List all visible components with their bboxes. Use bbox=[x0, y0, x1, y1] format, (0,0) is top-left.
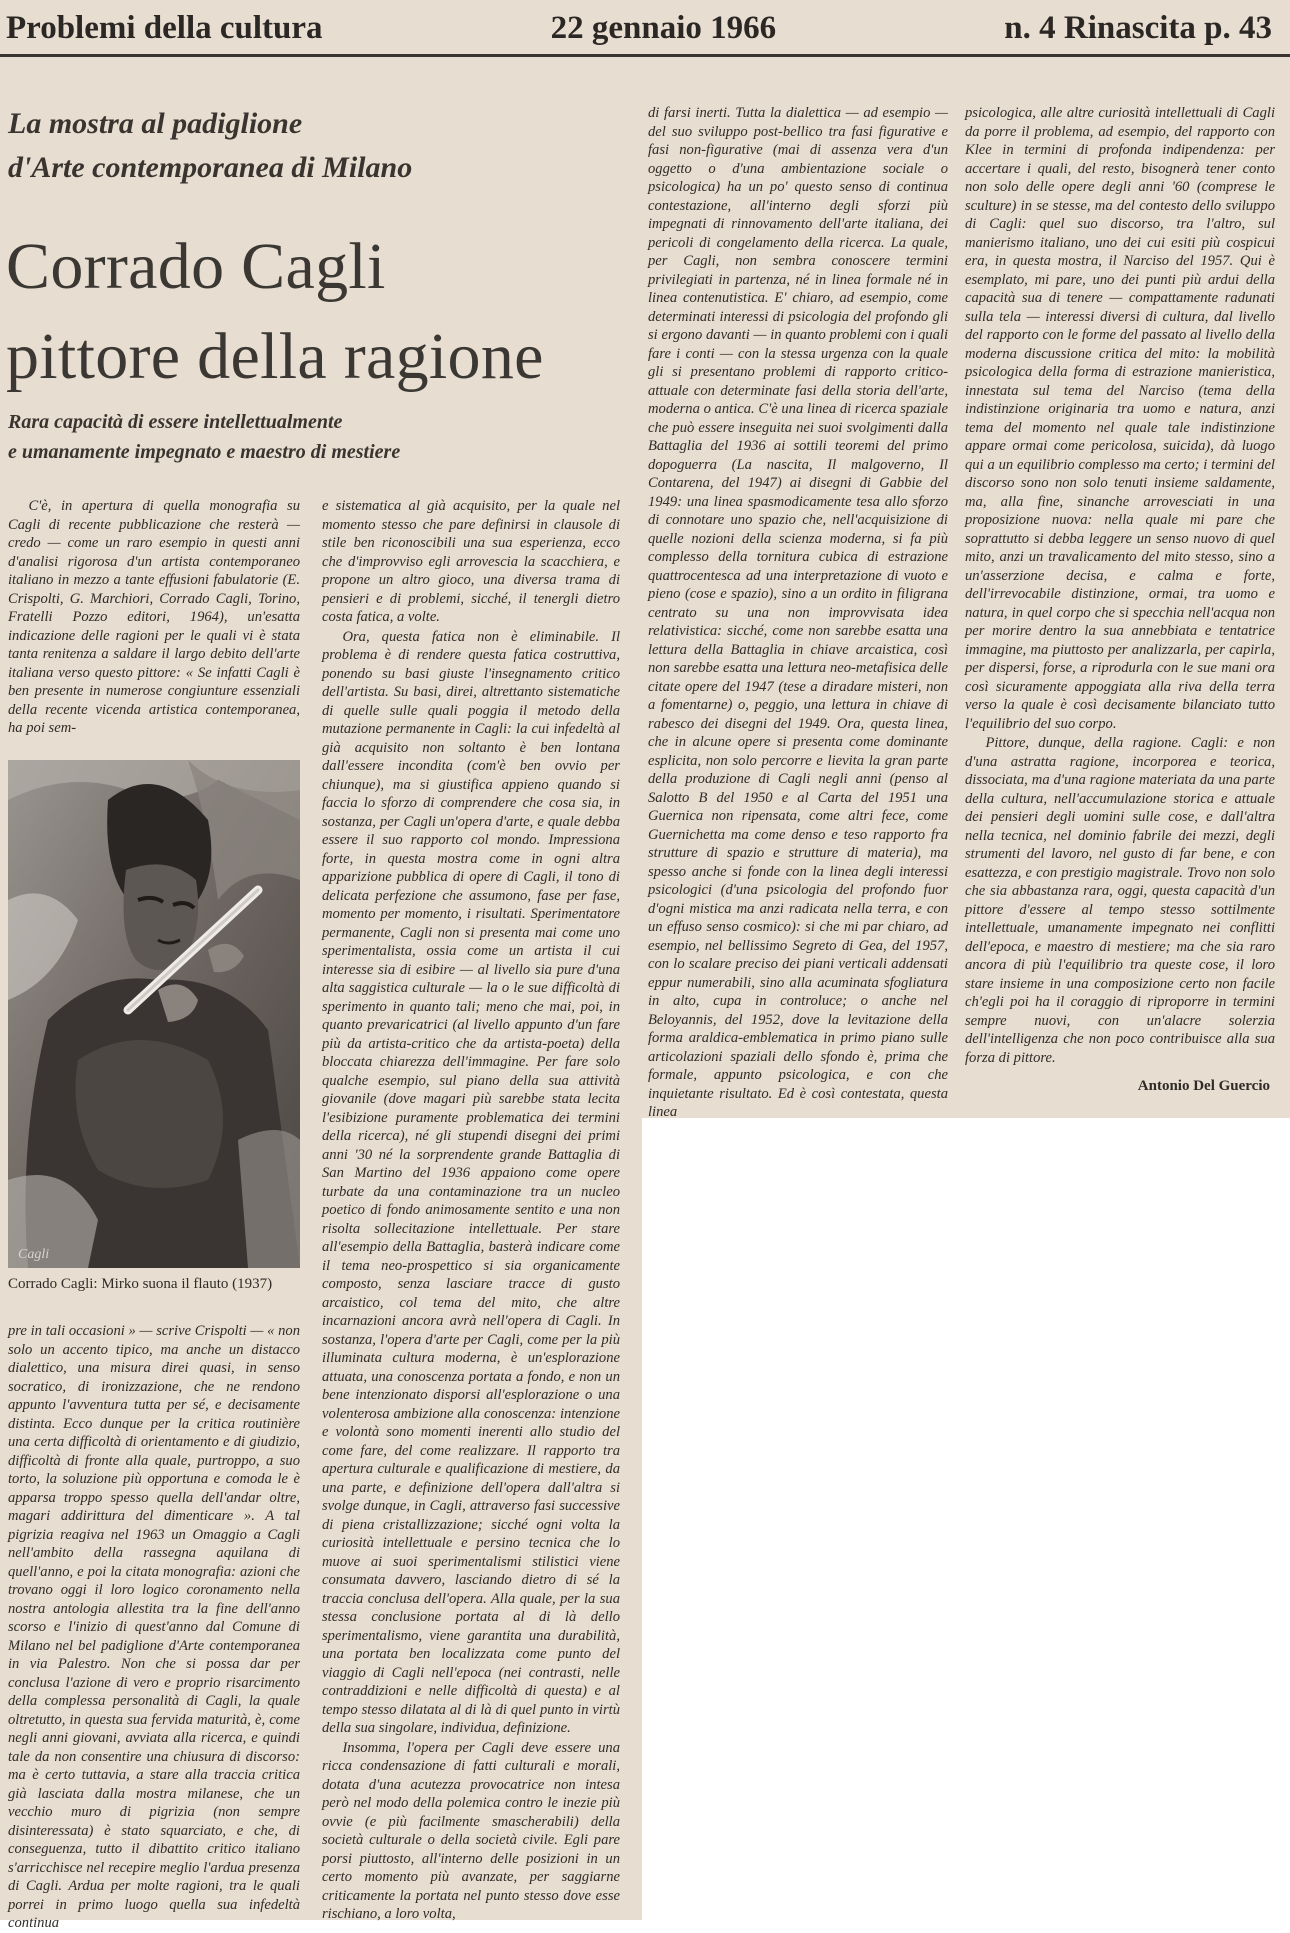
paragraph: C'è, in apertura di quella monografia su Cagli di recente pubblicazione che resterà — credo — come un raro esempio in questi anni d'analisi rigorosa d'un artista contemporaneo italiano in mezzo a tante effusioni fabulatorie (E. Crispolti, G. Marchiori, Corrado Cagli, Torino, Fratelli Pozzo editori, 1964), un'esatta indicazione delle ragioni per le quali vi è stata tanta renitenza a saldare il largo debito dell'arte italiana verso questo pittore: « Se infatti Cagli è ben presente in numerose congiunture essenziali della recente vicenda artistica contemporanea, ha poi sem- bbox=[8, 498, 300, 736]
column-1-top bbox=[8, 497, 300, 736]
headline-line-2: pittore della ragione bbox=[6, 320, 544, 393]
issue-date: 22 gennaio 1966 bbox=[550, 9, 777, 46]
photo-caption: Corrado Cagli: Mirko suona il flauto (1937) bbox=[8, 1276, 273, 1292]
headline bbox=[6, 222, 636, 402]
paragraph: pre in tali occasioni » — scrive Crispolti — « non solo un accento tipico, ma anche un distacco dialettico, una misura direi quasi, in senso socratico, di ironizzazione, che ne rendono appunto l'avventura tutta per sé, e decisamente distinta. Ecco dunque per la critica routinière una certa difficoltà di orientamento e di giudizio, difficoltà di fronte alla quale, purtroppo, a suo torto, la soluzione più opportuna e comoda le è apparsa troppo spesso quella dell'andar oltre, magari addirittura del dimenticare ». A tal pigrizia reagiva nel 1963 un Omaggio a Cagli nell'ambito della rassegna aquilana di quell'anno, e poi la citata monografia: azioni che trovano oggi il loro logico coronamento nella nostra antologia allestita tra la fine dell'anno scorso e l'inizio di quest'anno dal Comune di Milano nel bel padiglione d'Arte contemporanea in via Palestro. Non che si possa dar per conclusa l'azione di vero e proprio risarcimento della complessa personalità di Cagli, la quale oltretutto, in questa sua fervida maturità, è, come negli anni giovani, avviata alla ricerca, e quindi tale da non consentire una chiusura di discorso: ma è certo tuttavia, a stare alla traccia critica già lasciata dalla mostra milanese, che un vecchio muro di pigrizia (non sempre disinteressata) è stato squarciato, e che, di conseguenza, tutto il dibattito critico italiano s'arricchisce nel recepire meglio l'ardua presenza di Cagli. Ardua per molte ragioni, tra le quali porrei in primo luogo quella sua infedeltà continua bbox=[8, 1323, 300, 1931]
column-2 bbox=[322, 497, 620, 1922]
byline: Antonio Del Guercio bbox=[1137, 1078, 1270, 1094]
kicker-line-1: La mostra al padiglione bbox=[8, 107, 303, 140]
paragraph: e sistematica al già acquisito, per la quale nel momento stesso che pare definirsi in clausole di stile ben riconoscibili una sua esperienza, ecco che d'improvviso egli arrovescia la scacchiera, e propone un altro gioco, una diversa trama di pensieri e di problemi, sicché, il tenergli dietro costa fatica, a volte. bbox=[322, 498, 620, 625]
headline-line-1: Corrado Cagli bbox=[6, 230, 386, 303]
paragraph: Insomma, l'opera per Cagli deve essere una ricca condensazione di fatti culturali e morali, dotata d'una acutezza provocatrice non intesa però nel modo della polemica contro le inezie più ovvie (e più facilmente smascherabili) della società culturale o della società civile. Egli pare porsi piuttosto, all'interno delle posizioni in un certo momento più avanzate, per saggiarne criticamente la portata nel punto stesso dove esse rischiano, a loro volta, bbox=[322, 1739, 620, 1922]
painting-image bbox=[8, 760, 300, 1268]
deck-line-1: Rara capacità di essere intellettualmente bbox=[8, 411, 343, 433]
kicker-line-2: d'Arte contemporanea di Milano bbox=[8, 151, 413, 184]
deck-line-2: e umanamente impegnato e maestro di mestiere bbox=[8, 441, 401, 463]
paragraph: psicologica, alle altre curiosità intellettuali di Cagli da porre il problema, ad esempio, del rapporto con Klee in termini di profonda indipendenza: per accertare i quali, del resto, bisognerà tener conto non solo delle opere degli anni '60 (comprese le sculture) in se stesse, ma del contesto dello sviluppo di Cagli: quel suo discorso, tra l'altro, sul manierismo italiano, uno dei cui esiti più cospicui era, in questa mostra, il Narciso del 1957. Qui è esemplato, mi pare, uno dei punti più ardui della capacità sua di tenere — compattamente radunati sulla tela — interessi diversi di cultura, dal livello del rapporto con le forme del passato al livello della moderna discussione critica del mito: la mobilità psicologica della forma di estrazione manieristica, innestata sul tema del Narciso (tema della indistinzione originaria tra uomo e natura, anzi tema del momento nel quale tale indistinzione appare ormai come pericolosa, suicida), dà luogo qui a un equilibrio complesso ma certo; i termini del discorso sono non solo tenuti insieme saldamente, ma, alla fine, sinanche arrovesciati in una proposizione nuova: nella quale mi pare che soprattutto si debba leggere un senso nuovo di quel mito, anzi un travalicamento del mito stesso, sino a un'asserzione decisa, e calma e forte, dell'irrevocabile distinzione, ormai, tra uomo e natura, in quel corpo che si specchia nell'acqua non per morire dentro la sua annebbiata e tentatrice immagine, ma piuttosto per analizzarla, per capirla, per dispersi, forse, a riprodurla con le sue mani ora così sicuramente appoggiata alla riva della terra verso la quale è così decisamente bilanciato tutto l'equilibrio del suo corpo. bbox=[965, 105, 1275, 732]
paragraph: di farsi inerti. Tutta la dialettica — ad esempio — del suo sviluppo post-bellico tra fasi figurative e fasi non-figurative (mai di assenza vera d'un oggetto o d'una ambientazione sociale o psicologica) ha un po' questo senso di continua contestazione, all'interno degli sforzi più impegnati di rinnovamento dell'arte italiana, dei pericoli di congelamento della ricerca. La quale, per Cagli, non sembra conoscere termini privilegiati in partenza, né in linea formale né in linea contenutistica. E' chiaro, ad esempio, come determinati interessi di psicologia del profondo gli si ergono davanti — in quanto problemi con i quali fare i conti — con la stessa urgenza con la quale gli si presentano problemi di rapporto critico-attuale con determinate fasi della storia dell'arte, moderna o antica. C'è una linea di ricerca spaziale che può essere inseguita nei suoi svolgimenti dalla Battaglia del 1936 ai sottili teoremi del primo dopoguerra (La nascita, Il malgoverno, Il Contarena, del 1947) ai disegni di Gabbie del 1949: una linea spasmodicamente tesa allo sforzo di connotare uno spazio che, nell'acquisizione di quelle nozioni della scienza moderna, si fa più complesso della tornitura cubica di estrazione quattrocentesca ad una interpretazione di vuoto e pieno (cose e spazio), sino a un ordito in filigrana centrato su una non improvvisata idea relativistica: sicché, come non sarebbe esatta una lettura della Battaglia in chiave arcaistica, così non sarebbe esatta una lettura neo-metafisica delle citate opere del 1947 (tese a diradare misteri, non a fomentarne) o, peggio, una lettura in chiave di rabesco dei disegni del 1949. Ora, questa linea, che in alcune opere si presenta come dominante esplicita, non solo percorre e lievita la gran parte della produzione di Cagli negli anni (penso al Salotto B del 1950 e al Carta del 1951 una Guernica non ripensata, come altri fece, come Guernichetta ma come denso e teso rapporto fra strutture di spazio e strutture di materia), ma spesso anche si fonde con la linea degli interessi psicologici (d'una psicologia del profondo fuor d'ogni mistica ma anzi radicata nella terra, e con un effuso senso cosmico): si che mi par chiaro, ad esempio, nel bellissimo Segreto di Gea, del 1957, con lo scalare preciso dei piani verticali addensati eppur numerabili, sino alla acuminata sfogliatura in alto, cupa in controluce; o anche nel Beloyannis, del 1952, dove la levitazione della forma araldica-emblematica in primo piano sulle articolazioni spaziali dello sfondo è, prima che formale, appunto psicologica, e con che inquietante risultato. Ed è così contestata, questa linea bbox=[648, 105, 948, 1120]
deck bbox=[8, 407, 628, 467]
kicker bbox=[8, 102, 628, 190]
painting-photo bbox=[8, 760, 300, 1268]
issue-number: n. 4 Rinascita p. 43 bbox=[1004, 9, 1272, 46]
painting-signature: Cagli bbox=[18, 1247, 50, 1262]
masthead-bar bbox=[0, 0, 1290, 56]
column-1-bottom bbox=[8, 1322, 300, 1931]
section-title: Problemi della cultura bbox=[6, 9, 323, 46]
paragraph: Pittore, dunque, della ragione. Cagli: e non d'una astratta ragione, incorporea e teorica, dissociata, ma d'una ragione materiata da una parte della cultura, nell'accumulazione storica e attuale dei pensieri degli uomini sulle cose, e dall'altra nella tecnica, nel dominio fabrile dei mezzi, degli strumenti del lavoro, nel gusto di far bene, e con esattezza, e con prestigio magistrale. Trovo non solo che sia abbastanza rara, oggi, questa capacità d'un pittore d'essere al tempo stesso sottilmente intellettuale, umanamente impegnato nei conflitti dell'epoca, e maestro di mestiere; ma che sia raro ancora di più l'equilibrio tra queste cose, il loro stare insieme in una composizione certo non facile ch'egli poi ha il coraggio di riproporre in termini sempre nuovi, con un'alacre solerzia dell'intelligenza che non poco contribuisce alla sua forza di pittore. bbox=[965, 735, 1275, 1066]
column-4 bbox=[965, 104, 1275, 1066]
paragraph: Ora, questa fatica non è eliminabile. Il problema è di rendere questa fatica costruttiva, ponendo su basi giuste l'insegnamento critico dell'artista. Su basi, direi, altrettanto sistematiche di quelle sulle quali poggia il metodo della mutazione permanente in Cagli: la cui infedeltà al già acquisito non soltanto è ben lontana dall'essere incondita (com'è ben ovvio per chiunque), ma si giustifica appieno quando si faccia lo sforzo di comprendere che cosa sia, in sostanza, per Cagli un'opera d'arte, e quale debba essere il suo rapporto col mondo. Impressiona forte, in questa mostra come in ogni altra apparizione pubblica di opere di Cagli, il tono di delicata perfezione che assumono, fase per fase, momento per momento, i risultati. Sperimentatore permanente, Cagli non si presenta mai come uno sperimentalista, ossia come un artista il cui interesse sia di esibire — al livello sia pure d'una alta saggistica culturale — la o le sue difficoltà di sperimento in quanto tali; meno che mai, poi, in quanto prevaricatrici (al livello appunto d'un fare più da artista-critico che da artista-poeta) della bloccata chiarezza dell'immagine. Per fare solo qualche esempio, sul piano della sua attività giovanile (dove magari più sarebbe stata lecita l'esibizione puramente problematica dei termini della ricerca), né gli stupendi disegni dei primi anni '30 né la sorprendente grande Battaglia di San Martino del 1936 appaiono come opere turbate da una contaminazione tra un nucleo poetico di fondo animosamente sentito e una non risolta sollecitazione intellettuale. Per stare all'esempio della Battaglia, basterà indicare come il tema neo-prospettico si sia organicamente composto, senza lasciare tracce di gusto arcaistico, col tema del mito, che altre incarnazioni ancora avrà nell'opera di Cagli. In sostanza, l'opera d'arte per Cagli, come per la più illuminata cultura moderna, è un'esplorazione attuata, una conoscenza portata a fondo, e non un bene intenzionato disporsi all'esplorazione o una volenterosa ambizione alla conoscenza: intenzione e volontà sono momenti inerenti allo studio del come fare, del come realizzare. Il rapporto tra apertura culturale e qualificazione di mestiere, da una parte, e definizione dell'opera dall'altra si svolge dunque, in Cagli, attraverso fasi successive di piena cristallizzazione; sicché ogni volta la curiosità intellettuale e persino tecnica che lo muove ai suoi sperimentalismi stilistici viene consumata davvero, lasciando dietro di sé la traccia conclusa dell'opera. Alla quale, per la sua stessa conclusione portata al di là dello sperimentalismo, viene garantita una durabilità, una portata ben localizzata come punto del viaggio di Cagli nell'epoca (nei contrasti, nelle contraddizioni e nelle difficoltà di questa) e al tempo stesso dilatata al di là di quel punto in virtù della sua singolare, individua, definizione. bbox=[322, 628, 620, 1736]
column-3 bbox=[648, 104, 948, 1190]
masthead-rule bbox=[0, 54, 1290, 57]
